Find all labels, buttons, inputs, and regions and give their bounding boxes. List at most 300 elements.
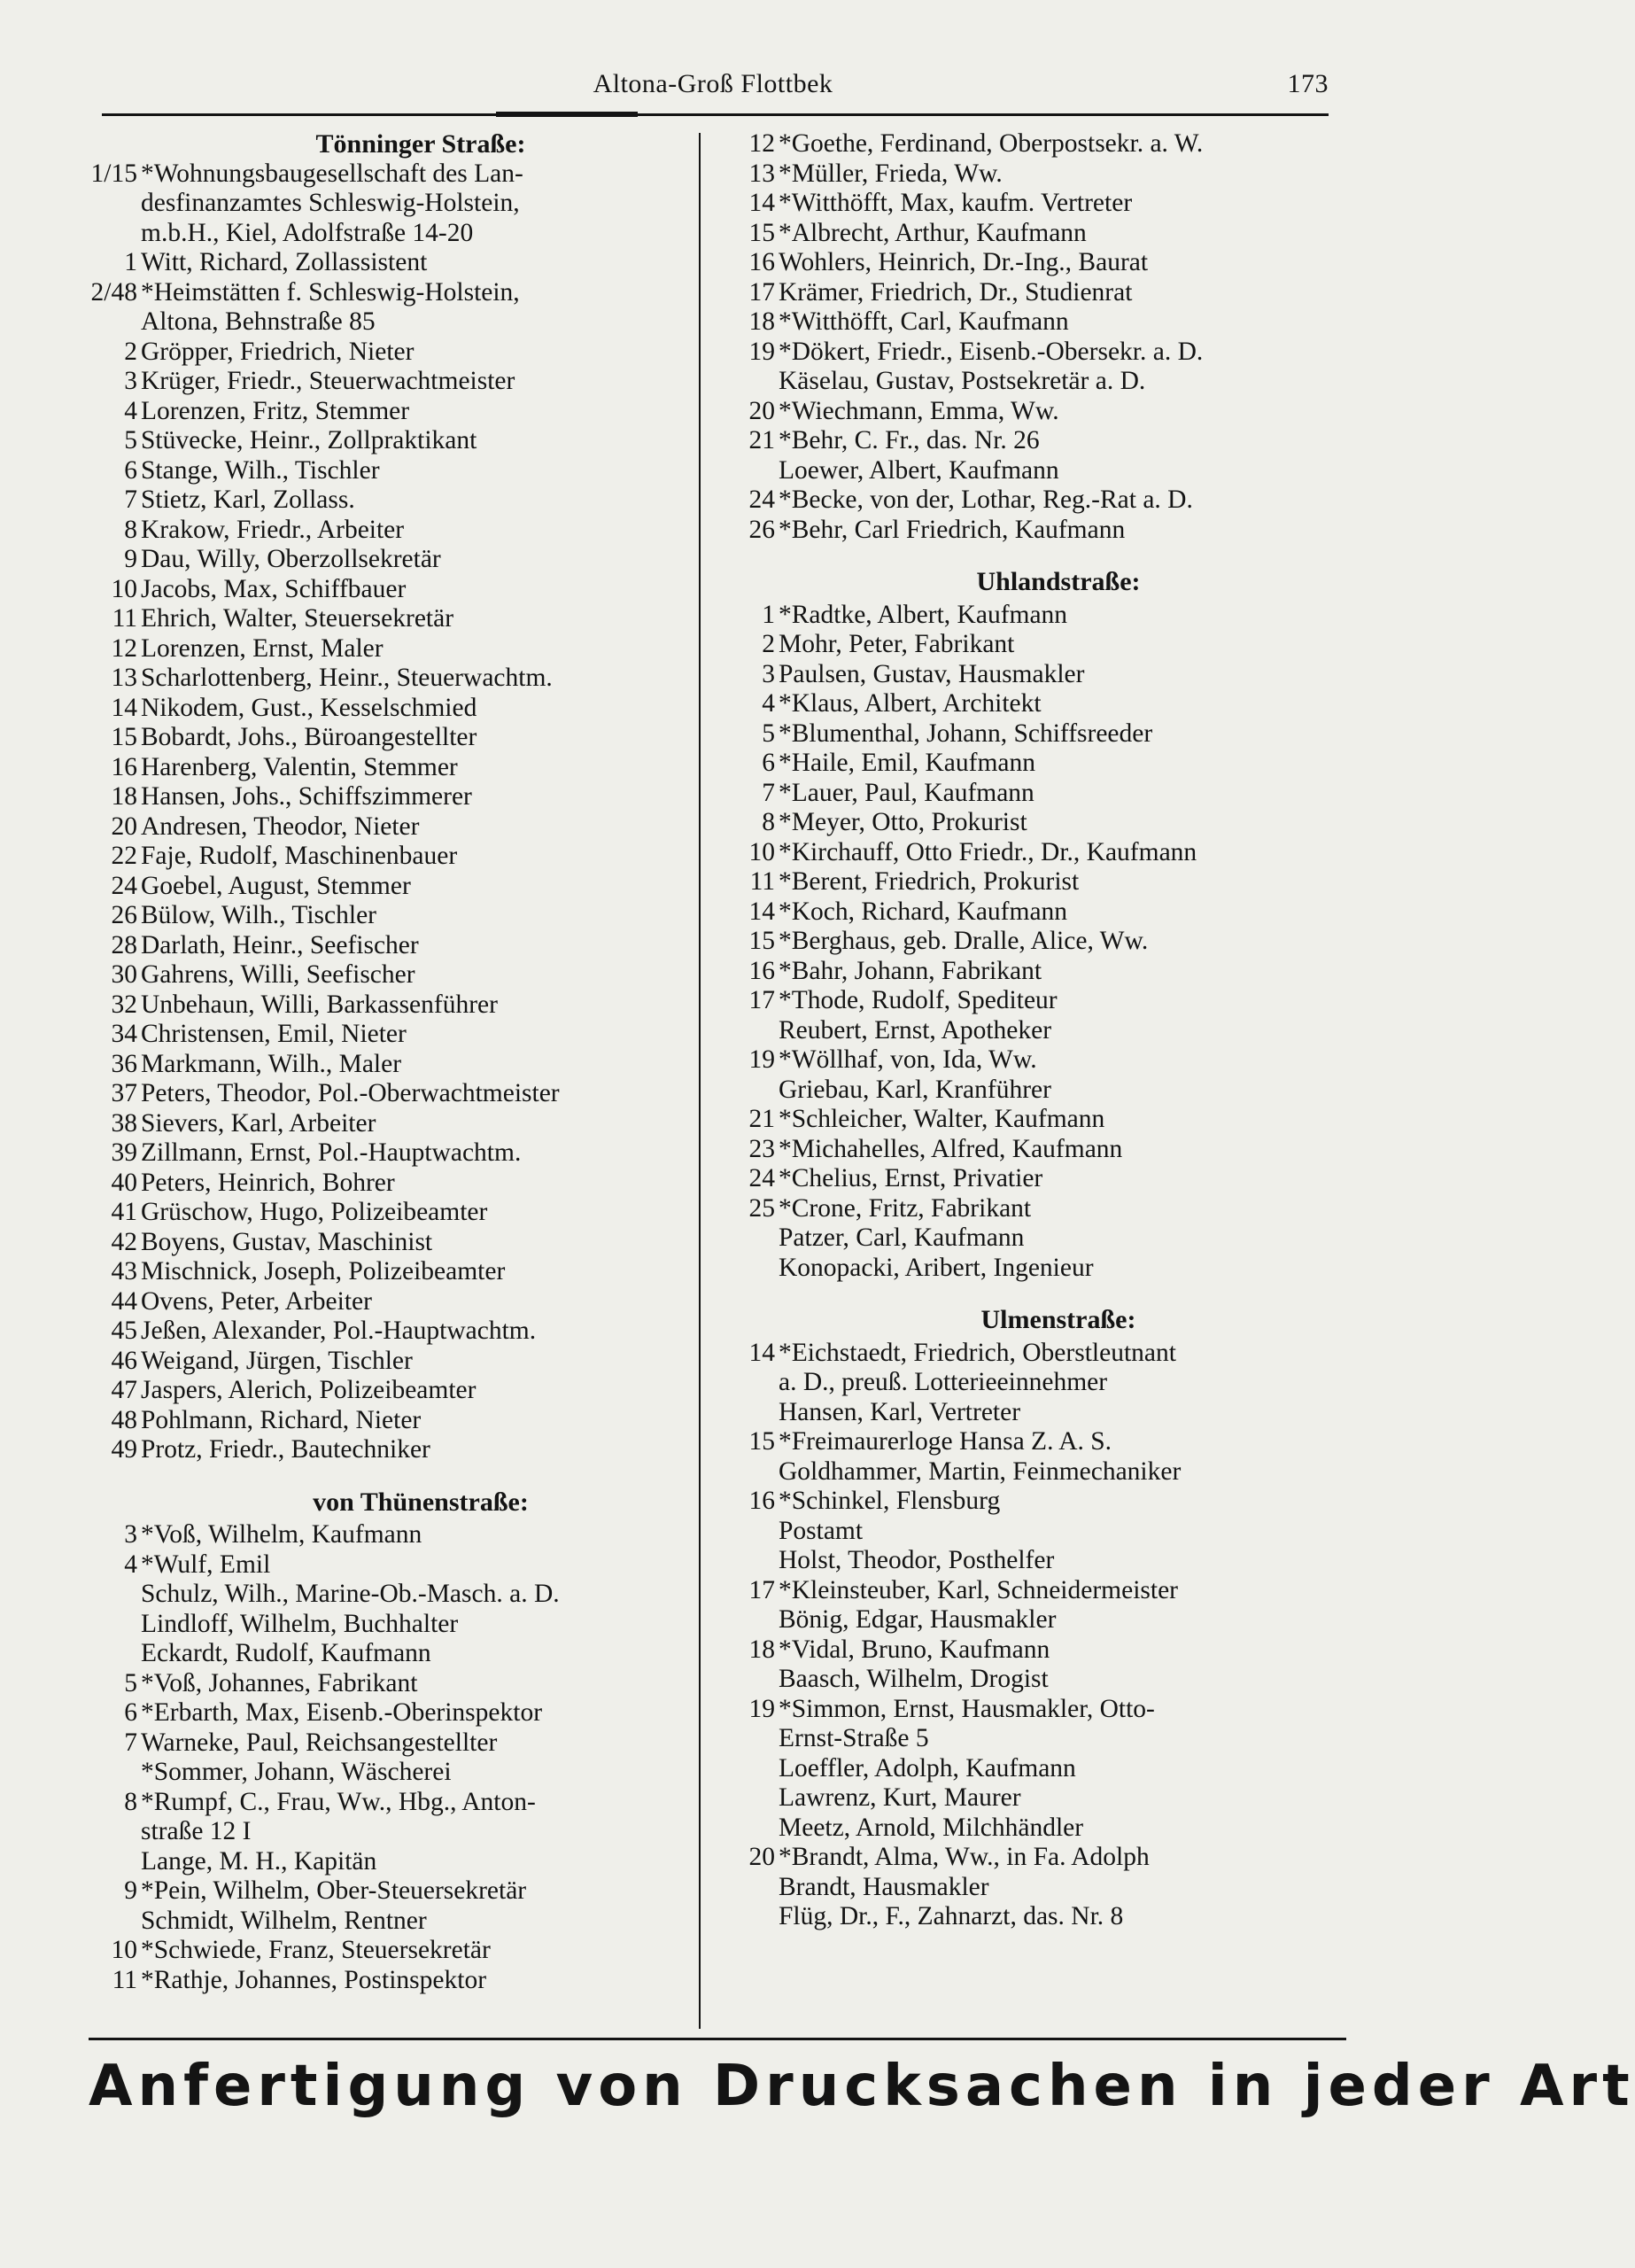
directory-entry: [89, 159, 691, 190]
house-number: [722, 1873, 779, 1903]
house-number: 2: [124, 337, 137, 366]
house-number: 3: [124, 367, 137, 395]
directory-entry: [89, 367, 691, 397]
resident-entry: Faje, Rudolf, Maschinenbauer: [141, 842, 458, 870]
house-number: 8: [124, 515, 137, 544]
resident-entry: *Brandt, Alma, Ww., in Fa. Adolph: [779, 1843, 1150, 1871]
house-number: 12: [748, 129, 775, 158]
directory-entry: [722, 1783, 1360, 1814]
resident-entry: Brandt, Hausmakler: [779, 1872, 989, 1901]
directory-entry: [89, 456, 691, 486]
directory-entry: [89, 485, 691, 516]
house-number: 28: [111, 930, 137, 959]
directory-entry: [89, 575, 691, 605]
resident-entry: Andresen, Theodor, Nieter: [141, 812, 420, 841]
resident-entry: Flüg, Dr., F., Zahnarzt, das. Nr. 8: [779, 1902, 1124, 1930]
directory-entry: [89, 812, 691, 843]
house-number: 5: [124, 426, 137, 454]
directory-entry: [722, 957, 1360, 987]
resident-entry: *Simmon, Ernst, Hausmakler, Otto-: [779, 1694, 1155, 1723]
house-number: 18: [748, 1635, 775, 1664]
house-number: 3: [762, 659, 775, 688]
house-number: [722, 1254, 779, 1284]
house-number: [89, 1847, 141, 1877]
house-number: [722, 1665, 779, 1695]
resident-entry: Paulsen, Gustav, Hausmakler: [779, 659, 1085, 688]
directory-entry: [722, 219, 1360, 249]
house-number: 15: [111, 723, 137, 751]
house-number: 48: [111, 1405, 137, 1434]
house-number: 20: [748, 396, 775, 425]
house-number: 6: [762, 749, 775, 777]
house-number: 36: [111, 1049, 137, 1078]
house-number: 42: [111, 1227, 137, 1256]
directory-entry: [722, 867, 1360, 897]
house-number: [722, 1902, 779, 1932]
resident-entry: Harenberg, Valentin, Stemmer: [141, 752, 458, 781]
house-number: [89, 1907, 141, 1937]
directory-entry: [89, 901, 691, 931]
directory-entry: [89, 1020, 691, 1050]
resident-entry: Goldhammer, Martin, Feinmechaniker: [779, 1456, 1182, 1486]
directory-entry: [89, 1728, 691, 1759]
house-number: 16: [748, 956, 775, 985]
directory-entry: [722, 1873, 1360, 1903]
resident-entry: Baasch, Wilhelm, Drogist: [779, 1665, 1049, 1693]
resident-entry: Nikodem, Gust., Kesselschmied: [141, 693, 477, 722]
house-number: 10: [111, 574, 137, 603]
house-number: 34: [111, 1020, 137, 1048]
directory-entry: [89, 545, 691, 575]
resident-entry: m.b.H., Kiel, Adolfstraße 14-20: [141, 218, 474, 247]
house-number: 8: [762, 808, 775, 836]
directory-entry: [89, 1198, 691, 1228]
resident-entry: Jaspers, Alerich, Polizeibeamter: [141, 1376, 477, 1404]
resident-entry: Mischnick, Joseph, Polizeibeamter: [141, 1257, 506, 1285]
house-number: 1: [762, 600, 775, 629]
house-number: 20: [111, 812, 137, 841]
house-number: 20: [748, 1843, 775, 1871]
house-number: 11: [112, 604, 137, 633]
resident-entry: *Blumenthal, Johann, Schiffsreeder: [779, 718, 1153, 748]
directory-entry: [89, 634, 691, 664]
resident-entry: *Wohnungsbaugesellschaft des Lan-: [141, 159, 523, 188]
directory-entry: [89, 842, 691, 872]
directory-entry: [89, 1317, 691, 1347]
resident-entry: Käselau, Gustav, Postsekretär a. D.: [779, 367, 1146, 395]
house-number: 4: [124, 396, 137, 425]
directory-entry: [89, 1287, 691, 1317]
resident-entry: Krakow, Friedr., Arbeiter: [141, 515, 405, 544]
resident-entry: Reubert, Ernst, Apotheker: [779, 1015, 1052, 1045]
directory-entry: [722, 1398, 1360, 1428]
directory-entry: [722, 1605, 1360, 1635]
resident-entry: Ovens, Peter, Arbeiter: [141, 1286, 372, 1316]
resident-entry: *Wulf, Emil: [141, 1550, 271, 1579]
directory-entry: [89, 1550, 691, 1581]
directory-entry: [722, 516, 1360, 546]
house-number: 43: [111, 1257, 137, 1285]
resident-entry: Scharlottenberg, Heinr., Steuerwachtm.: [141, 664, 553, 692]
house-number: 12: [111, 633, 137, 663]
house-number: [89, 219, 141, 249]
directory-entry: [89, 1966, 691, 1996]
resident-entry: *Klaus, Albert, Architekt: [779, 689, 1042, 718]
house-number: 30: [111, 960, 137, 989]
directory-entry: [722, 1368, 1360, 1398]
directory-entry: [89, 1580, 691, 1610]
directory-entry: [722, 1902, 1360, 1932]
resident-entry: *Voß, Wilhelm, Kaufmann: [141, 1520, 422, 1549]
resident-entry: Lange, M. H., Kapitän: [141, 1846, 377, 1876]
resident-entry: Pohlmann, Richard, Nieter: [141, 1405, 422, 1434]
house-number: 11: [749, 867, 775, 896]
house-number: 4: [762, 689, 775, 718]
resident-entry: *Schwiede, Franz, Steuersekretär: [141, 1936, 491, 1964]
directory-entry: [89, 1138, 691, 1169]
street-heading: Ulmenstraße:: [980, 1305, 1136, 1334]
resident-entry: *Rumpf, C., Frau, Ww., Hbg., Anton-: [141, 1787, 536, 1816]
directory-entry: [722, 1695, 1360, 1725]
house-number: [89, 1580, 141, 1610]
resident-entry: *Bahr, Johann, Fabrikant: [779, 956, 1042, 985]
directory-entry: [722, 601, 1360, 631]
directory-entry: [722, 779, 1360, 809]
house-number: 40: [111, 1168, 137, 1197]
directory-entry: [722, 1576, 1360, 1606]
resident-entry: Hansen, Johs., Schiffszimmerer: [141, 782, 472, 811]
directory-entry: [89, 1907, 691, 1937]
resident-entry: *Witthöfft, Max, kaufm. Vertreter: [779, 189, 1133, 217]
directory-entry: [722, 1814, 1360, 1844]
resident-entry: *Vidal, Bruno, Kaufmann: [779, 1635, 1050, 1664]
footer-banner: Anfertigung von Drucksachen in jeder Art: [89, 2054, 1635, 2119]
house-number: [89, 1610, 141, 1640]
house-number: [722, 1724, 779, 1754]
column-divider: [699, 133, 701, 2029]
house-number: 15: [748, 218, 775, 247]
directory-entry: [722, 1635, 1360, 1666]
resident-entry: Schmidt, Wilhelm, Rentner: [141, 1906, 427, 1935]
directory-entry: [89, 338, 691, 368]
resident-entry: Ernst-Straße 5: [779, 1724, 929, 1752]
resident-entry: *Behr, C. Fr., das. Nr. 26: [779, 426, 1040, 454]
resident-entry: Unbehaun, Willi, Barkassenführer: [141, 990, 498, 1019]
house-number: 17: [748, 986, 775, 1014]
resident-entry: *Dökert, Friedr., Eisenb.-Obersekr. a. D.: [779, 337, 1204, 366]
directory-entry: [722, 1016, 1360, 1046]
house-number: 8: [124, 1787, 137, 1816]
resident-entry: *Thode, Rudolf, Spediteur: [779, 986, 1058, 1014]
directory-entry: [89, 872, 691, 902]
directory-entry: [89, 189, 691, 219]
resident-entry: Bülow, Wilh., Tischler: [141, 901, 376, 929]
house-number: [89, 1817, 141, 1847]
directory-entry: [722, 1135, 1360, 1165]
directory-entry: [89, 1347, 691, 1377]
resident-entry: Warneke, Paul, Reichsangestellter: [141, 1728, 498, 1757]
resident-entry: *Schinkel, Flensburg: [779, 1487, 1001, 1515]
right-column: [722, 129, 1360, 1932]
resident-entry: Stange, Wilh., Tischler: [141, 455, 380, 485]
house-number: [722, 1814, 779, 1844]
house-number: 24: [748, 485, 775, 514]
house-number: 5: [762, 718, 775, 748]
directory-entry: [89, 782, 691, 812]
directory-entry: [89, 1610, 691, 1640]
house-number: 1/15: [90, 159, 137, 188]
house-number: 15: [748, 927, 775, 955]
directory-entry: [89, 1079, 691, 1109]
directory-entry: [722, 1076, 1360, 1106]
house-number: 6: [124, 455, 137, 485]
directory-entry: [722, 426, 1360, 456]
directory-entry: [89, 1050, 691, 1080]
house-number: 45: [111, 1317, 137, 1345]
street-heading: Uhlandstraße:: [976, 567, 1141, 596]
directory-entry: [722, 485, 1360, 516]
resident-entry: Schulz, Wilh., Marine-Ob.-Masch. a. D.: [141, 1580, 560, 1608]
house-number: 4: [124, 1550, 137, 1579]
directory-entry: [722, 1457, 1360, 1487]
directory-entry: [89, 1109, 691, 1139]
resident-entry: *Goethe, Ferdinand, Oberpostsekr. a. W.: [779, 129, 1204, 158]
resident-entry: Ehrich, Walter, Steuersekretär: [141, 604, 454, 633]
resident-entry: *Schleicher, Walter, Kaufmann: [779, 1105, 1105, 1133]
directory-entry: [722, 1754, 1360, 1784]
directory-entry: [89, 1406, 691, 1436]
resident-entry: Gahrens, Willi, Seefischer: [141, 960, 415, 989]
resident-entry: Boyens, Gustav, Maschinist: [141, 1227, 433, 1256]
house-number: [722, 1016, 779, 1046]
house-number: 11: [112, 1965, 137, 1994]
house-number: 2/48: [90, 277, 137, 307]
house-number: 7: [124, 485, 137, 514]
house-number: [722, 1605, 779, 1635]
header-rule: [102, 113, 1329, 116]
resident-entry: Grüschow, Hugo, Polizeibeamter: [141, 1198, 488, 1226]
resident-entry: Mohr, Peter, Fabrikant: [779, 630, 1015, 658]
directory-entry: [722, 338, 1360, 368]
resident-entry: a. D., preuß. Lotterieeinnehmer: [779, 1368, 1108, 1396]
house-number: 5: [124, 1668, 137, 1697]
resident-entry: *Berghaus, geb. Dralle, Alice, Ww.: [779, 927, 1149, 955]
directory-entry: [722, 1665, 1360, 1695]
directory-entry: [89, 1847, 691, 1877]
house-number: 14: [748, 897, 775, 926]
directory-entry: [89, 1376, 691, 1406]
directory-entry: [722, 1254, 1360, 1284]
resident-entry: Holst, Theodor, Posthelfer: [779, 1546, 1055, 1574]
directory-entry: [89, 1788, 691, 1818]
house-number: 16: [748, 248, 775, 276]
resident-entry: *Behr, Carl Friedrich, Kaufmann: [779, 515, 1126, 544]
directory-entry: [722, 838, 1360, 868]
resident-entry: *Albrecht, Arthur, Kaufmann: [779, 218, 1087, 247]
house-number: 19: [748, 337, 775, 366]
directory-entry: [89, 604, 691, 634]
directory-entry: [89, 1817, 691, 1847]
resident-entry: *Wiechmann, Emma, Ww.: [779, 396, 1059, 425]
house-number: 2: [762, 630, 775, 658]
resident-entry: Stüvecke, Heinr., Zollpraktikant: [141, 426, 477, 454]
directory-entry: [722, 630, 1360, 660]
resident-entry: *Heimstätten f. Schleswig-Holstein,: [141, 277, 520, 307]
directory-entry: [89, 1228, 691, 1258]
resident-entry: Bönig, Edgar, Hausmakler: [779, 1605, 1057, 1634]
resident-entry: *Lauer, Paul, Kaufmann: [779, 778, 1034, 807]
page-number: 173: [1287, 69, 1329, 98]
resident-entry: *Witthöfft, Carl, Kaufmann: [779, 307, 1069, 336]
directory-entry: [89, 219, 691, 249]
resident-entry: *Haile, Emil, Kaufmann: [779, 749, 1036, 777]
house-number: 38: [111, 1108, 137, 1138]
house-number: 46: [111, 1346, 137, 1375]
resident-entry: *Michahelles, Alfred, Kaufmann: [779, 1134, 1123, 1163]
resident-entry: Hansen, Karl, Vertreter: [779, 1397, 1021, 1426]
house-number: 26: [748, 515, 775, 544]
directory-entry: [722, 397, 1360, 427]
resident-entry: Meetz, Arnold, Milchhändler: [779, 1813, 1084, 1842]
directory-entry: [89, 1936, 691, 1966]
resident-entry: *Crone, Fritz, Fabrikant: [779, 1193, 1032, 1223]
house-number: 32: [111, 990, 137, 1019]
resident-entry: *Eichstaedt, Friedrich, Oberstleutnant: [779, 1338, 1176, 1367]
resident-entry: Markmann, Wilh., Maler: [141, 1049, 402, 1078]
resident-entry: Goebel, August, Stemmer: [141, 871, 411, 900]
house-number: 44: [111, 1286, 137, 1316]
resident-entry: Krämer, Friedrich, Dr., Studienrat: [779, 277, 1133, 307]
house-number: [722, 1783, 779, 1814]
resident-entry: Dau, Willy, Oberzollsekretär: [141, 545, 441, 573]
house-number: 24: [111, 871, 137, 900]
house-number: [722, 1368, 779, 1398]
house-number: 21: [748, 1105, 775, 1133]
directory-entry: [89, 664, 691, 694]
resident-entry: Lorenzen, Fritz, Stemmer: [141, 396, 410, 425]
directory-entry: [89, 307, 691, 338]
house-number: 6: [124, 1698, 137, 1727]
resident-entry: Jeßen, Alexander, Pol.-Hauptwachtm.: [141, 1317, 537, 1345]
header-rule-accent: [496, 112, 638, 117]
resident-entry: Wohlers, Heinrich, Dr.-Ing., Baurat: [779, 248, 1149, 276]
resident-entry: Darlath, Heinr., Seefischer: [141, 930, 419, 959]
resident-entry: *Radtke, Albert, Kaufmann: [779, 600, 1068, 629]
house-number: 16: [111, 752, 137, 781]
resident-entry: Witt, Richard, Zollassistent: [141, 248, 428, 276]
directory-entry: [722, 129, 1360, 159]
house-number: 10: [748, 837, 775, 866]
directory-entry: [89, 1639, 691, 1669]
house-number: [722, 1517, 779, 1547]
house-number: 1: [124, 248, 137, 276]
resident-entry: Konopacki, Aribert, Ingenieur: [779, 1253, 1094, 1282]
house-number: [89, 1639, 141, 1669]
house-number: 9: [124, 1876, 137, 1905]
page-title: Altona-Groß Flottbek: [593, 69, 833, 98]
directory-entry: [722, 278, 1360, 308]
resident-entry: Loewer, Albert, Kaufmann: [779, 455, 1059, 485]
resident-entry: Protz, Friedr., Bautechniker: [141, 1435, 430, 1464]
directory-entry: [89, 1876, 691, 1907]
resident-entry: Lindloff, Wilhelm, Buchhalter: [141, 1609, 459, 1638]
resident-entry: Zillmann, Ernst, Pol.-Hauptwachtm.: [141, 1138, 522, 1167]
resident-entry: *Voß, Johannes, Fabrikant: [141, 1668, 418, 1697]
resident-entry: Patzer, Carl, Kaufmann: [779, 1223, 1025, 1252]
directory-entry: [722, 159, 1360, 190]
directory-entry: [722, 1105, 1360, 1135]
directory-entry: [89, 990, 691, 1021]
house-number: 25: [748, 1193, 775, 1223]
resident-entry: Christensen, Emil, Nieter: [141, 1020, 407, 1048]
house-number: [722, 367, 779, 397]
resident-entry: Lorenzen, Ernst, Maler: [141, 633, 384, 663]
house-number: [722, 456, 779, 486]
resident-entry: Altona, Behnstraße 85: [141, 307, 376, 336]
house-number: 14: [111, 693, 137, 722]
resident-entry: *Koch, Richard, Kaufmann: [779, 897, 1068, 926]
house-number: 24: [748, 1164, 775, 1192]
house-number: 37: [111, 1079, 137, 1107]
house-number: 18: [748, 307, 775, 336]
house-number: 15: [748, 1427, 775, 1456]
resident-entry: Weigand, Jürgen, Tischler: [141, 1346, 413, 1375]
house-number: [722, 1076, 779, 1106]
house-number: 39: [111, 1138, 137, 1167]
house-number: 9: [124, 545, 137, 573]
resident-entry: *Wöllhaf, von, Ida, Ww.: [779, 1045, 1037, 1074]
directory-entry: [722, 189, 1360, 219]
resident-entry: *Berent, Friedrich, Prokurist: [779, 867, 1080, 896]
directory-entry: [722, 1487, 1360, 1517]
house-number: 14: [748, 189, 775, 217]
resident-entry: *Sommer, Johann, Wäscherei: [141, 1758, 452, 1786]
resident-entry: Loeffler, Adolph, Kaufmann: [779, 1753, 1076, 1783]
house-number: 26: [111, 901, 137, 929]
directory-entry: [722, 719, 1360, 750]
directory-entry: [722, 986, 1360, 1016]
resident-entry: *Erbarth, Max, Eisenb.-Oberinspektor: [141, 1698, 543, 1727]
directory-entry: [89, 516, 691, 546]
directory-entry: [89, 1669, 691, 1699]
resident-entry: *Pein, Wilhelm, Ober-Steuersekretär: [141, 1876, 527, 1905]
house-number: 19: [748, 1694, 775, 1723]
directory-entry: [722, 660, 1360, 690]
directory-entry: [722, 248, 1360, 278]
directory-entry: [89, 694, 691, 724]
directory-entry: [89, 426, 691, 456]
directory-entry: [89, 1520, 691, 1550]
directory-entry: [89, 1435, 691, 1465]
resident-entry: *Kleinsteuber, Karl, Schneidermeister: [779, 1575, 1178, 1604]
directory-entry: [722, 749, 1360, 779]
directory-entry: [89, 723, 691, 753]
resident-entry: *Becke, von der, Lothar, Reg.-Rat a. D.: [779, 485, 1193, 514]
directory-entry: [722, 1517, 1360, 1547]
resident-entry: Postamt: [779, 1516, 864, 1545]
directory-entry: [89, 1169, 691, 1199]
directory-entry: [722, 307, 1360, 338]
house-number: 19: [748, 1045, 775, 1074]
street-heading: Tönninger Straße:: [315, 129, 526, 159]
directory-entry: [722, 1194, 1360, 1224]
street-heading: von Thünenstraße:: [313, 1487, 529, 1517]
directory-entry: [722, 456, 1360, 486]
directory-entry: [722, 1724, 1360, 1754]
resident-entry: Stietz, Karl, Zollass.: [141, 485, 355, 514]
resident-entry: *Rathje, Johannes, Postinspektor: [141, 1965, 487, 1994]
left-column: [89, 129, 691, 1995]
